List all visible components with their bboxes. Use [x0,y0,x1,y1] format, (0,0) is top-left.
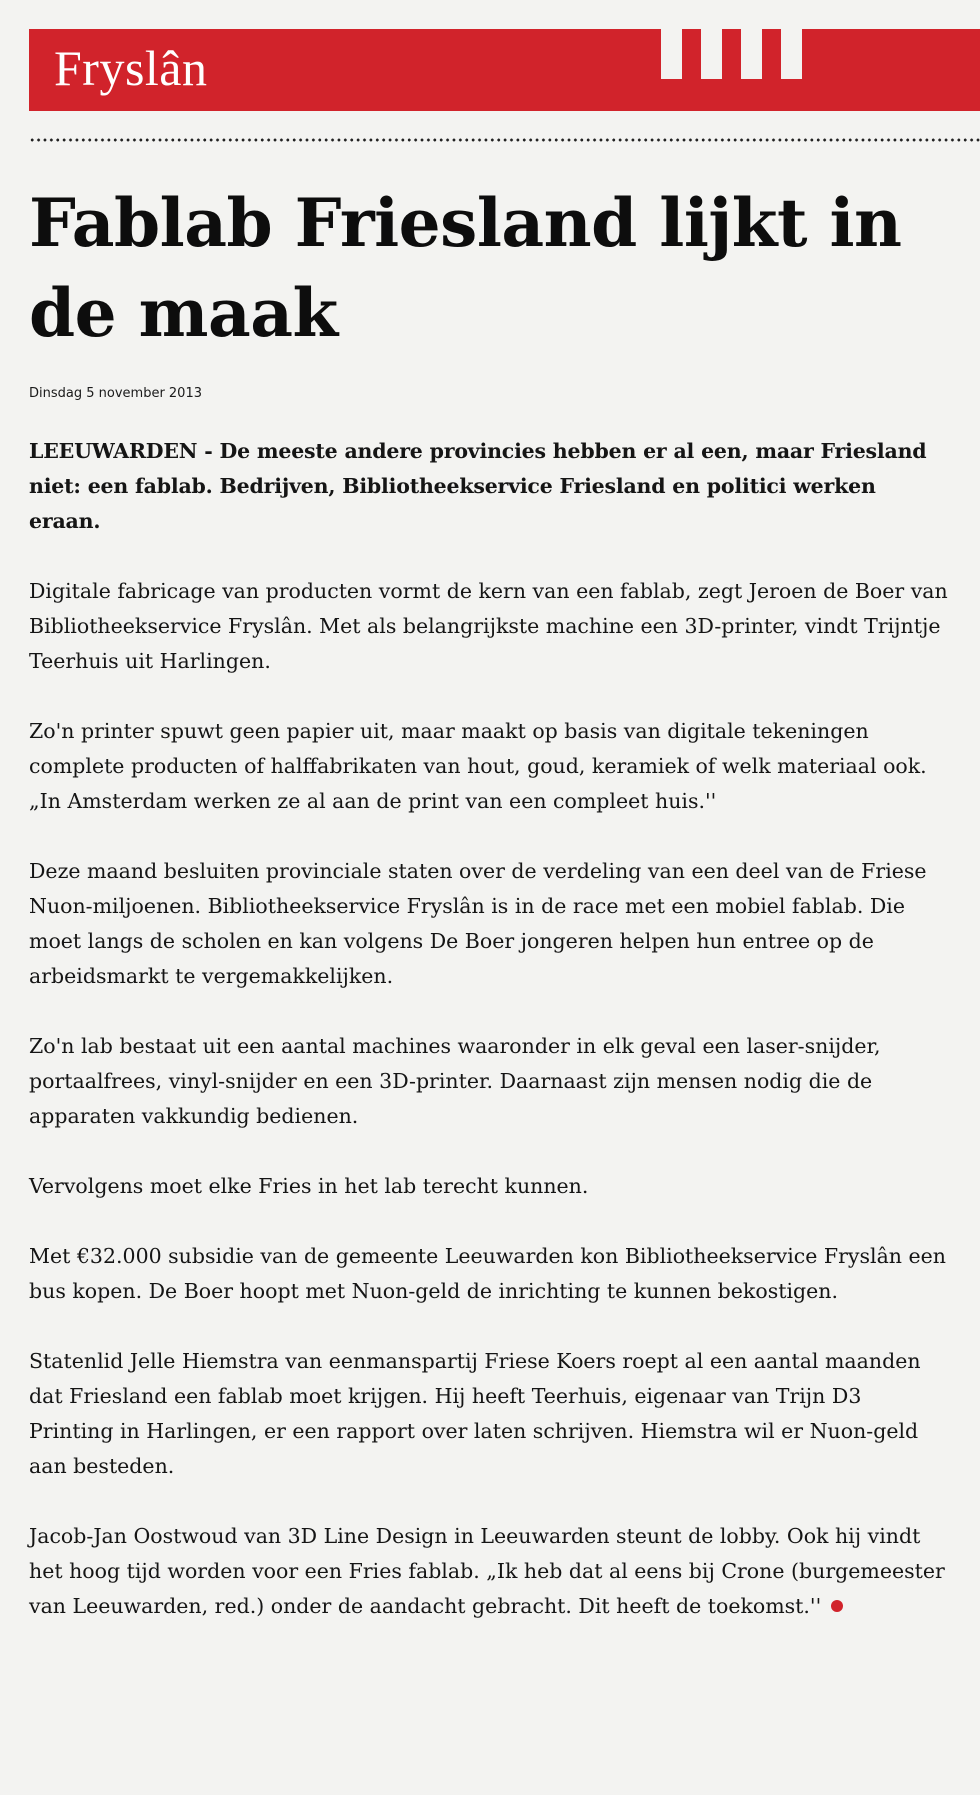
article-paragraph: Zo'n lab bestaat uit een aantal machines waaronder in elk geval een laser-snijder, portaalfrees, vinyl-snijder en een 3D-printer. Daarnaast zijn mensen nodig die de apparaten vakkundig bedienen. [29,1034,881,1128]
logo-bar [701,29,722,79]
article-paragraph: Statenlid Jelle Hiemstra van eenmanspartij Friese Koers roept al een aantal maanden dat Friesland een fablab moet krijgen. Hij heeft Teerhuis, eigenaar van Trijn D3 Printing in Harlingen, er een rapport over laten schrijven. Hiemstra wil er Nuon-geld aan besteden. [29,1349,921,1478]
logo-bar [781,29,802,79]
red-dot-end-icon [831,1600,843,1612]
article-paragraph-last [29,1519,949,1624]
article-paragraph-text: Jacob-Jan Oostwoud van 3D Line Design in Leeuwarden steunt de lobby. Ook hij vindt het hoog tijd worden voor een Fries fablab. „Ik heb dat al eens bij Crone (burgemeester van Leeuwarden, red.) onder de aandacht gebracht. Dit heeft de toekomst.'' [29,1524,945,1618]
four-bars-logo-icon [661,29,802,79]
article-paragraph: Met €32.000 subsidie van de gemeente Leeuwarden kon Bibliotheekservice Fryslân een bus kopen. De Boer hoopt met Nuon-geld de inrichting te kunnen bekostigen. [29,1244,946,1303]
article-body [29,434,949,1659]
section-title: Fryslân [54,40,208,96]
dotted-divider [29,138,980,142]
article-date: Dinsdag 5 november 2013 [29,386,202,401]
article-paragraph: Vervolgens moet elke Fries in het lab terecht kunnen. [29,1174,589,1198]
article-paragraph: Deze maand besluiten provinciale staten over de verdeling van een deel van de Friese Nuon-miljoenen. Bibliotheekservice Fryslân is in de race met een mobiel fablab. Die moet langs de scholen en kan volgens De Boer jongeren helpen hun entree op de arbeidsmarkt te vergemakkelijken. [29,859,927,988]
article-lead: LEEUWARDEN - De meeste andere provincies hebben er al een, maar Friesland niet: een fablab. Bedrijven, Bibliotheekservice Friesland en politici werken eraan. [29,439,927,533]
article-headline: Fablab Friesland lijkt in de maak [29,184,902,352]
article-paragraph: Zo'n printer spuwt geen papier uit, maar maakt op basis van digitale tekeningen complete producten of halffabrikaten van hout, goud, keramiek of welk materiaal ook. „In Amsterdam werken ze al aan de print van een compleet huis.'' [29,719,927,813]
article-paragraph: Digitale fabricage van producten vormt de kern van een fablab, zegt Jeroen de Boer van Bibliotheekservice Fryslân. Met als belangrijkste machine een 3D-printer, vindt Trijntje Teerhuis uit Harlingen. [29,579,948,673]
logo-bar [741,29,762,79]
logo-bar [661,29,682,79]
